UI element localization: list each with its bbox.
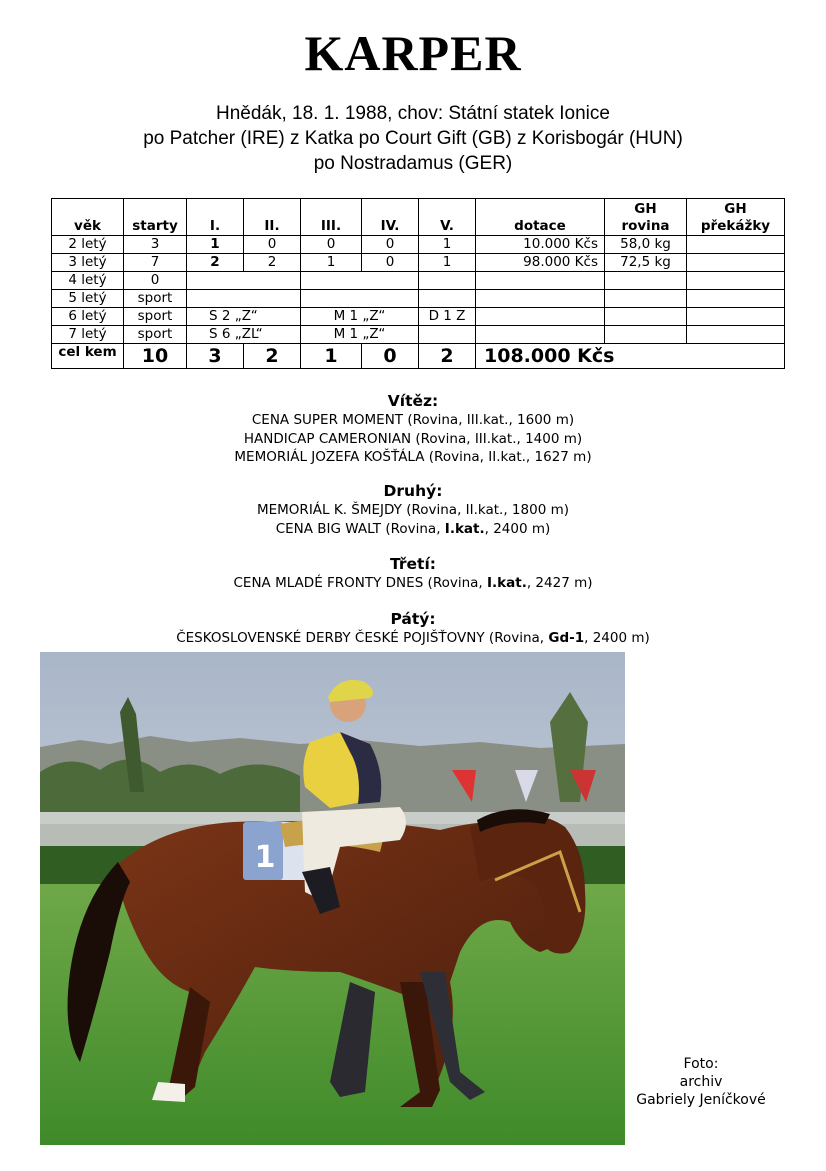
table-total-row xyxy=(52,344,785,369)
cell-age: 2 letý xyxy=(52,236,124,254)
header-place-2: II. xyxy=(244,199,301,236)
cell-place-2 xyxy=(244,272,301,290)
cell-starts: sport xyxy=(124,308,187,326)
second-place-race: MEMORIÁL K. ŠMEJDY (Rovina, II.kat., 1800 m) xyxy=(256,502,569,518)
saddle-number: 1 xyxy=(254,840,276,875)
caption-line-2: archiv xyxy=(679,1074,723,1090)
table-row xyxy=(52,272,785,290)
cell-place-1 xyxy=(187,272,244,290)
cell-place-4 xyxy=(362,272,419,290)
caption-line-3: Gabriely Jeníčkové xyxy=(636,1092,766,1108)
cell-starts: 3 xyxy=(124,236,187,254)
cell-place-3: 1 xyxy=(301,254,362,272)
cell-gh-jumps xyxy=(687,254,785,272)
header-gh-flat xyxy=(605,199,687,236)
cell-gh-jumps xyxy=(687,272,785,290)
race-category: Gd-1 xyxy=(548,630,585,646)
race-category: I.kat. xyxy=(444,520,485,537)
cell-sport-dressage xyxy=(419,326,476,344)
cell-place-5 xyxy=(419,272,476,290)
cell-place-5: 1 xyxy=(419,236,476,254)
header-gh-flat-line2: rovina xyxy=(621,218,670,234)
cell-total-prize: 108.000 Kčs xyxy=(476,344,785,369)
table-row xyxy=(52,254,785,272)
cell-prize xyxy=(476,308,605,326)
cell-place-1 xyxy=(187,290,244,308)
cell-place-4 xyxy=(362,290,419,308)
cell-starts: sport xyxy=(124,290,187,308)
cell-place-1: 2 xyxy=(187,254,244,272)
race-text: CENA BIG WALT (Rovina, xyxy=(275,520,445,537)
caption-line-1: Foto: xyxy=(683,1056,719,1072)
header-place-5: V. xyxy=(419,199,476,236)
header-gh-jumps-line2: překážky xyxy=(700,218,771,234)
header-gh-flat-line1: GH xyxy=(634,201,657,217)
cell-prize: 98.000 Kčs xyxy=(476,254,605,272)
header-place-4: IV. xyxy=(362,199,419,236)
cell-gh-flat xyxy=(605,272,687,290)
cell-place-5: 1 xyxy=(419,254,476,272)
cell-age: 3 letý xyxy=(52,254,124,272)
cell-starts: sport xyxy=(124,326,187,344)
race-text: ČESKOSLOVENSKÉ DERBY ČESKÉ POJIŠŤOVNY (Rovina, xyxy=(176,630,549,646)
cell-gh-jumps xyxy=(687,308,785,326)
cell-total-place-2: 2 xyxy=(244,344,301,369)
table-row xyxy=(52,236,785,254)
horse-info-line-3: po Nostradamus (GER) xyxy=(313,153,513,174)
cell-gh-flat xyxy=(605,326,687,344)
cell-place-4: 0 xyxy=(362,236,419,254)
cell-prize xyxy=(476,326,605,344)
cell-place-5 xyxy=(419,290,476,308)
second-place-race xyxy=(0,520,826,539)
cell-place-2: 0 xyxy=(244,236,301,254)
horse-info-line-1: Hnědák, 18. 1. 1988, chov: Státní statek Ionice xyxy=(216,103,610,124)
cell-place-3: 0 xyxy=(301,236,362,254)
table-header-row xyxy=(52,199,785,236)
second-place-heading: Druhý: xyxy=(383,482,443,500)
cell-gh-flat: 72,5 kg xyxy=(605,254,687,272)
cell-gh-jumps xyxy=(687,326,785,344)
photo-caption xyxy=(636,1055,766,1109)
race-text: , 2400 m) xyxy=(584,630,650,646)
cell-place-4: 0 xyxy=(362,254,419,272)
header-age: věk xyxy=(52,199,124,236)
cell-total-place-1: 3 xyxy=(187,344,244,369)
winner-section xyxy=(0,391,826,467)
race-text: , 2427 m) xyxy=(526,575,593,591)
third-place-race xyxy=(0,574,826,593)
race-category: I.kat. xyxy=(487,575,527,591)
cell-age: 4 letý xyxy=(52,272,124,290)
cell-place-1: 1 xyxy=(187,236,244,254)
header-starts: starty xyxy=(124,199,187,236)
race-statistics-table xyxy=(51,198,785,369)
cell-starts: 0 xyxy=(124,272,187,290)
cell-prize xyxy=(476,290,605,308)
fifth-place-race xyxy=(0,629,826,648)
winner-race: HANDICAP CAMERONIAN (Rovina, III.kat., 1400 m) xyxy=(243,430,583,447)
cell-gh-flat xyxy=(605,308,687,326)
fifth-place-heading: Pátý: xyxy=(390,610,436,628)
winner-race: MEMORIÁL JOZEFA KOŠŤÁLA (Rovina, II.kat., 1627 m) xyxy=(234,449,592,465)
fifth-place-section xyxy=(0,609,826,648)
race-text: CENA MLADÉ FRONTY DNES (Rovina, xyxy=(233,575,488,591)
header-place-1: I. xyxy=(187,199,244,236)
cell-total-label: cel kem xyxy=(52,344,124,369)
cell-starts: 7 xyxy=(124,254,187,272)
cell-sport-military: M 1 „Z“ xyxy=(301,326,419,344)
cell-gh-flat: 58,0 kg xyxy=(605,236,687,254)
second-place-section xyxy=(0,481,826,538)
winner-heading: Vítěz: xyxy=(387,392,439,410)
table-row xyxy=(52,290,785,308)
cell-prize: 10.000 Kčs xyxy=(476,236,605,254)
cell-place-3 xyxy=(301,290,362,308)
cell-age: 5 letý xyxy=(52,290,124,308)
cell-gh-jumps xyxy=(687,290,785,308)
horse-photo xyxy=(40,652,625,1145)
winner-race: CENA SUPER MOMENT (Rovina, III.kat., 1600 m) xyxy=(251,412,575,428)
header-place-3: III. xyxy=(301,199,362,236)
cell-sport-military: M 1 „Z“ xyxy=(301,308,419,326)
cell-total-place-5: 2 xyxy=(419,344,476,369)
header-prize: dotace xyxy=(476,199,605,236)
cell-place-2 xyxy=(244,290,301,308)
cell-total-place-3: 1 xyxy=(301,344,362,369)
cell-age: 7 letý xyxy=(52,326,124,344)
cell-sport-dressage: D 1 Z xyxy=(419,308,476,326)
cell-sport-show-jumping: S 6 „ZL“ xyxy=(187,326,301,344)
race-text: , 2400 m) xyxy=(484,520,551,537)
cell-total-starts: 10 xyxy=(124,344,187,369)
cell-gh-flat xyxy=(605,290,687,308)
horse-info-line-2: po Patcher (IRE) z Katka po Court Gift (GB) z Korisbogár (HUN) xyxy=(143,128,683,149)
cell-age: 6 letý xyxy=(52,308,124,326)
cell-sport-show-jumping: S 2 „Z“ xyxy=(187,308,301,326)
cell-place-3 xyxy=(301,272,362,290)
horse-name-title: KARPER xyxy=(304,25,522,81)
third-place-heading: Třetí: xyxy=(390,555,436,573)
table-row xyxy=(52,308,785,326)
cell-gh-jumps xyxy=(687,236,785,254)
header-gh-jumps-line1: GH xyxy=(724,201,747,217)
cell-total-place-4: 0 xyxy=(362,344,419,369)
third-place-section xyxy=(0,554,826,593)
table-row xyxy=(52,326,785,344)
cell-prize xyxy=(476,272,605,290)
header-gh-jumps xyxy=(687,199,785,236)
cell-place-2: 2 xyxy=(244,254,301,272)
